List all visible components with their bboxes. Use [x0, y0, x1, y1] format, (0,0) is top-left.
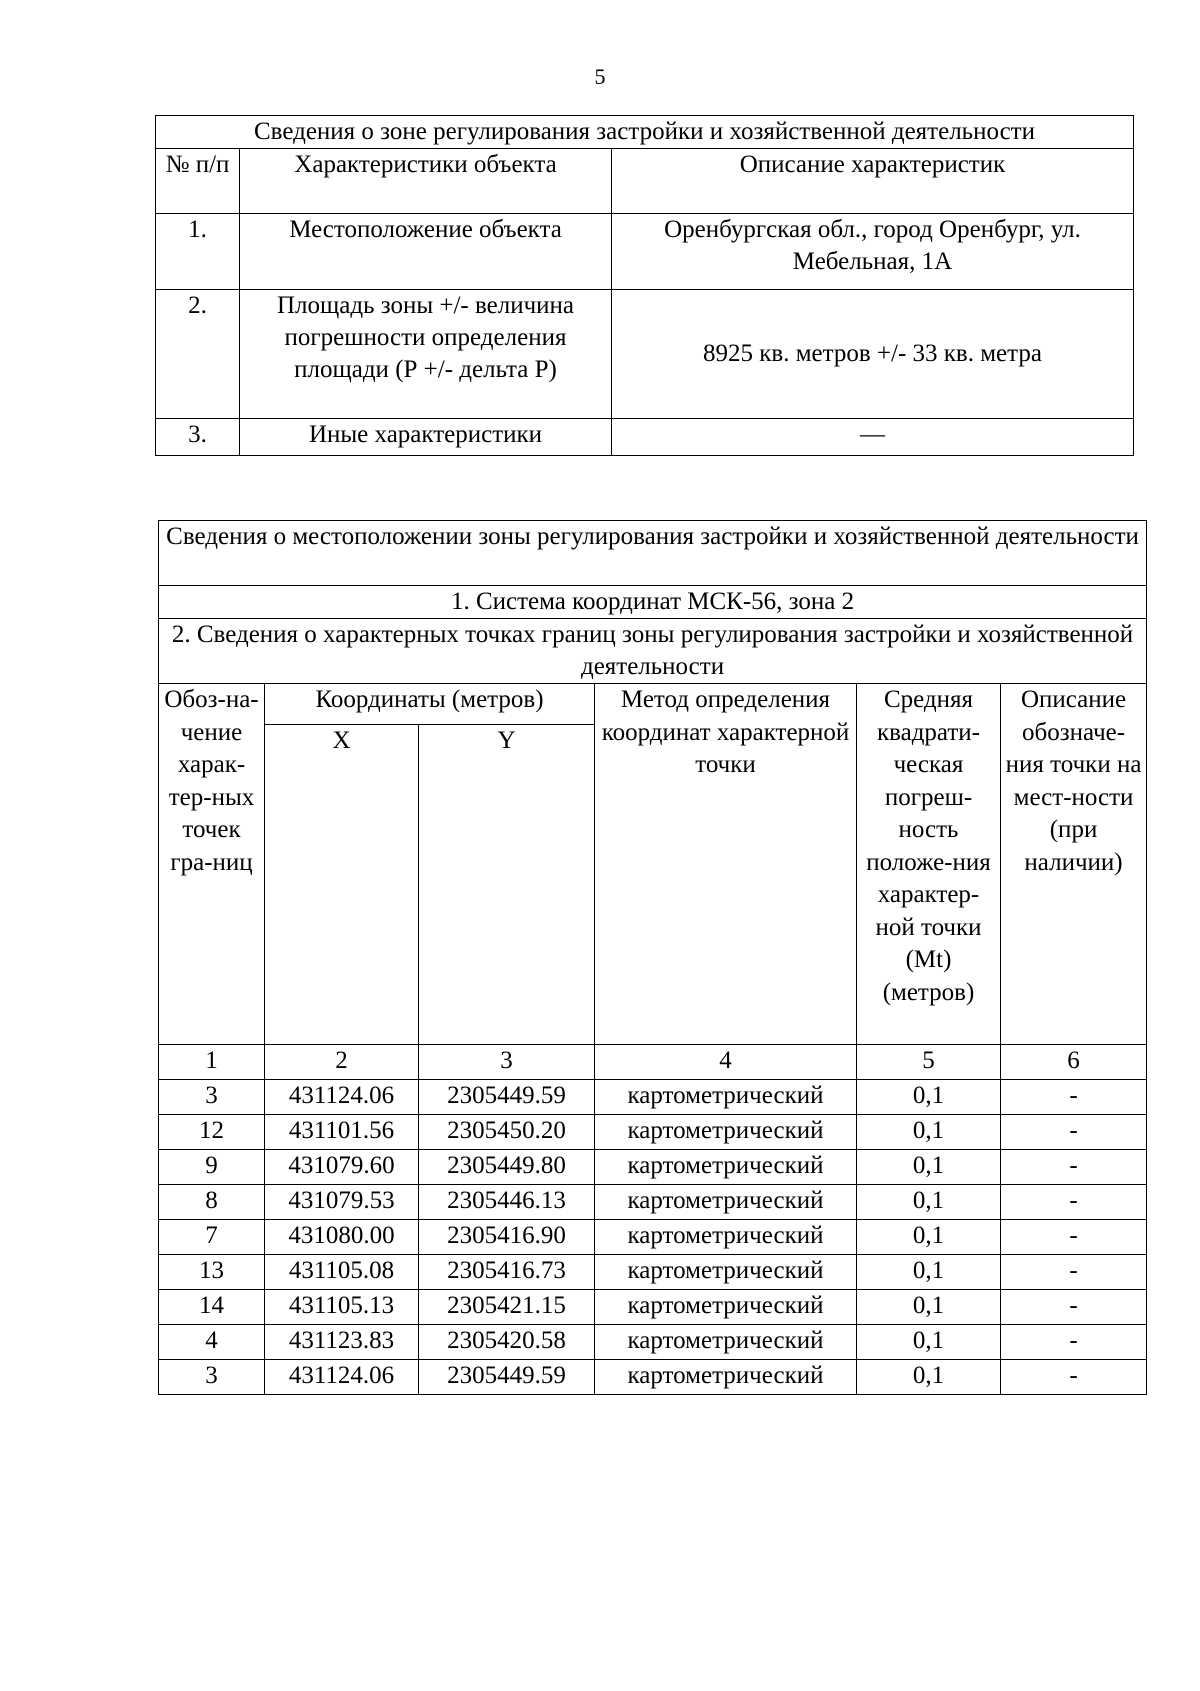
- point-y: 2305446.13: [419, 1185, 595, 1220]
- point-method: картометрический: [595, 1360, 857, 1395]
- point-method: картометрический: [595, 1150, 857, 1185]
- column-number: 5: [857, 1045, 1001, 1080]
- row-value: Оренбургская обл., город Оренбург, ул. Мебельная, 1А: [612, 214, 1134, 290]
- header-description: Описание характеристик: [612, 149, 1134, 214]
- header-description: Описание обозначе-ния точки на мест-ности (при наличии): [1001, 684, 1147, 1045]
- point-id: 13: [159, 1255, 265, 1290]
- point-desc: -: [1001, 1220, 1147, 1255]
- point-id: 9: [159, 1150, 265, 1185]
- point-desc: -: [1001, 1150, 1147, 1185]
- row-num: 2.: [156, 290, 240, 419]
- row-name: Иные характеристики: [240, 419, 612, 456]
- point-method: картометрический: [595, 1220, 857, 1255]
- points-table-title: Сведения о местоположении зоны регулирования застройки и хозяйственной деятельности: [159, 521, 1147, 586]
- table-row: [159, 1360, 1147, 1395]
- point-method: картометрический: [595, 1255, 857, 1290]
- table-row: [159, 1150, 1147, 1185]
- zone-info-table: [155, 115, 1134, 456]
- point-mt: 0,1: [857, 1290, 1001, 1325]
- table-row: [159, 1255, 1147, 1290]
- point-mt: 0,1: [857, 1185, 1001, 1220]
- points-section-title: 2. Сведения о характерных точках границ зоны регулирования застройки и хозяйственной деятельности: [159, 619, 1147, 684]
- row-num: 1.: [156, 214, 240, 290]
- point-y: 2305449.59: [419, 1360, 595, 1395]
- table-row: [159, 1185, 1147, 1220]
- boundary-points-table: [158, 520, 1147, 1395]
- point-desc: -: [1001, 1290, 1147, 1325]
- point-desc: -: [1001, 1185, 1147, 1220]
- row-name: Площадь зоны +/- величина погрешности определения площади (Р +/- дельта Р): [240, 290, 612, 419]
- point-y: 2305416.73: [419, 1255, 595, 1290]
- point-mt: 0,1: [857, 1115, 1001, 1150]
- header-num: № п/п: [156, 149, 240, 214]
- point-desc: -: [1001, 1360, 1147, 1395]
- table-row: [156, 419, 1134, 456]
- table-row: [159, 1325, 1147, 1360]
- row-value: 8925 кв. метров +/- 33 кв. метра: [612, 290, 1134, 419]
- point-y: 2305450.20: [419, 1115, 595, 1150]
- point-method: картометрический: [595, 1325, 857, 1360]
- point-x: 431123.83: [265, 1325, 419, 1360]
- table-row: [156, 214, 1134, 290]
- point-x: 431079.53: [265, 1185, 419, 1220]
- header-y: Y: [419, 724, 595, 1044]
- point-desc: -: [1001, 1325, 1147, 1360]
- point-method: картометрический: [595, 1290, 857, 1325]
- point-mt: 0,1: [857, 1325, 1001, 1360]
- header-coordinates: Координаты (метров): [265, 684, 595, 725]
- coordinate-system: 1. Система координат МСК-56, зона 2: [159, 586, 1147, 619]
- header-characteristics: Характеристики объекта: [240, 149, 612, 214]
- row-name: Местоположение объекта: [240, 214, 612, 290]
- point-x: 431124.06: [265, 1360, 419, 1395]
- point-x: 431079.60: [265, 1150, 419, 1185]
- point-x: 431101.56: [265, 1115, 419, 1150]
- point-x: 431080.00: [265, 1220, 419, 1255]
- table-row: [159, 1115, 1147, 1150]
- table-row: [159, 1290, 1147, 1325]
- point-id: 7: [159, 1220, 265, 1255]
- point-y: 2305420.58: [419, 1325, 595, 1360]
- column-number: 6: [1001, 1045, 1147, 1080]
- point-id: 14: [159, 1290, 265, 1325]
- point-desc: -: [1001, 1255, 1147, 1290]
- point-mt: 0,1: [857, 1080, 1001, 1115]
- point-mt: 0,1: [857, 1360, 1001, 1395]
- point-desc: -: [1001, 1115, 1147, 1150]
- point-x: 431124.06: [265, 1080, 419, 1115]
- row-num: 3.: [156, 419, 240, 456]
- point-id: 3: [159, 1360, 265, 1395]
- header-error: Средняя квадрати-ческая погреш-ность положе-ния характер-ной точки (Mt) (метров): [857, 684, 1001, 1045]
- column-number: 3: [419, 1045, 595, 1080]
- point-mt: 0,1: [857, 1150, 1001, 1185]
- point-method: картометрический: [595, 1115, 857, 1150]
- point-id: 8: [159, 1185, 265, 1220]
- table-row: [159, 1220, 1147, 1255]
- column-number: 2: [265, 1045, 419, 1080]
- header-designation: Обоз-на-чение харак-тер-ных точек гра-ниц: [159, 684, 265, 1045]
- point-desc: -: [1001, 1080, 1147, 1115]
- header-x: X: [265, 724, 419, 1044]
- point-y: 2305416.90: [419, 1220, 595, 1255]
- row-value: —: [612, 419, 1134, 456]
- table-row: [159, 1080, 1147, 1115]
- table-row: [156, 290, 1134, 419]
- point-id: 12: [159, 1115, 265, 1150]
- point-mt: 0,1: [857, 1255, 1001, 1290]
- point-id: 3: [159, 1080, 265, 1115]
- point-x: 431105.08: [265, 1255, 419, 1290]
- point-x: 431105.13: [265, 1290, 419, 1325]
- point-mt: 0,1: [857, 1220, 1001, 1255]
- column-number: 1: [159, 1045, 265, 1080]
- page-number: 5: [594, 64, 606, 89]
- header-method: Метод определения координат характерной точки: [595, 684, 857, 1045]
- point-y: 2305449.80: [419, 1150, 595, 1185]
- point-method: картометрический: [595, 1080, 857, 1115]
- point-y: 2305421.15: [419, 1290, 595, 1325]
- zone-table-title: Сведения о зоне регулирования застройки и хозяйственной деятельности: [156, 116, 1134, 149]
- column-number: 4: [595, 1045, 857, 1080]
- point-method: картометрический: [595, 1185, 857, 1220]
- point-y: 2305449.59: [419, 1080, 595, 1115]
- point-id: 4: [159, 1325, 265, 1360]
